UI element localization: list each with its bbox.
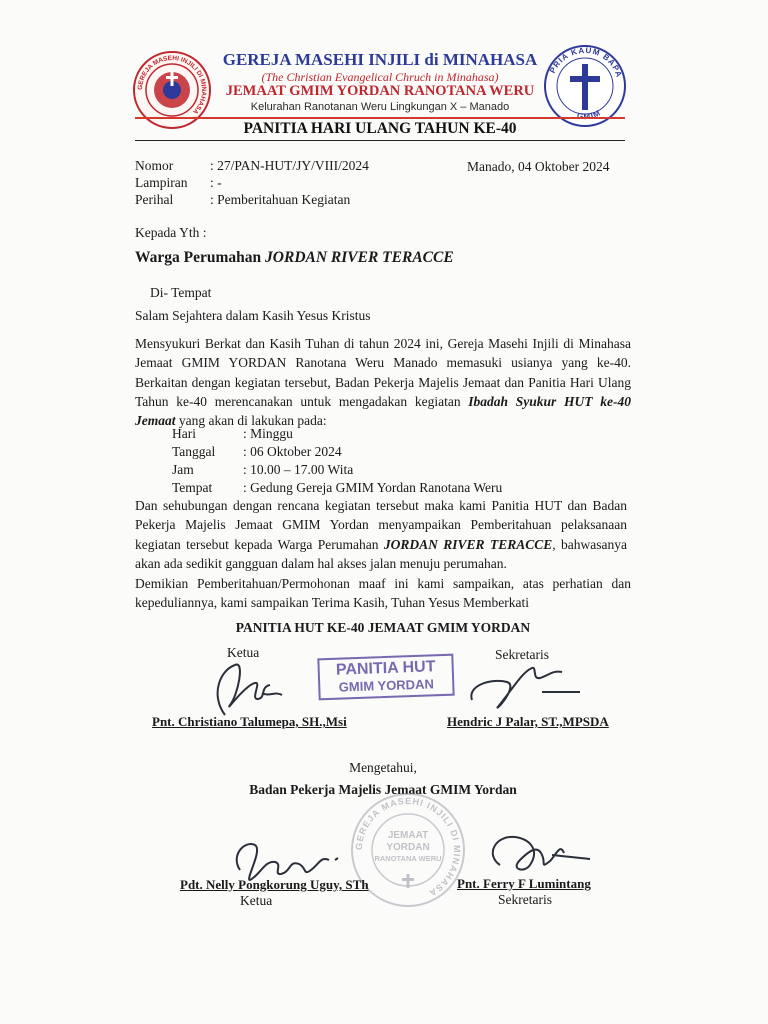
recipient-prefix: Warga Perumahan: [135, 249, 266, 266]
salam-greeting: Salam Sejahtera dalam Kasih Yesus Kristus: [135, 308, 371, 323]
committee-title: PANITIA HARI ULANG TAHUN KE-40: [243, 120, 517, 137]
schedule-label-jam: Jam: [172, 462, 194, 477]
seal2-line2: YORDAN: [386, 842, 430, 853]
mengetahui-label: Mengetahui,: [349, 760, 417, 775]
schedule-value-hari: : Minggu: [243, 426, 293, 441]
paragraph-closing: Demikian Pemberitahuan/Permohonan maaf ini kami sampaikan, atas perhatian dan kepeduliannya, kami sampaikan Terima Kasih, Tuhan Yesus Memberkati: [135, 576, 631, 611]
seal2-ring-text: GEREJA MASEHI INJILI DI MINAHASA: [353, 795, 463, 899]
perihal-label: Perihal: [135, 192, 174, 207]
para2-tail: , bahwasanya akan ada sedikit gangguan dalam hal akses jalan menuju perumahan.: [135, 536, 627, 571]
para1-emphasis: Ibadah Syukur HUT ke-40 Jemaat: [135, 393, 631, 429]
sign2-left-name: Pdt. Nelly Pongkorung Uguy, STh: [180, 877, 369, 892]
sign2-left-role: Ketua: [240, 893, 273, 908]
sign1-right-name: Hendric J Palar, ST.,MPSDA: [447, 714, 609, 729]
kepada-label: Kepada Yth :: [135, 225, 207, 240]
sign1-right-role: Sekretaris: [495, 647, 549, 662]
para2-text: Dan sehubungan dengan rencana kegiatan tersebut maka kami Panitia HUT dan Badan Pekerja Majelis Jemaat GMIM Yordan menyampaikan Pemberitahuan pelaksanaan kegiatan tersebut kepada Warga Perumahan: [135, 498, 627, 552]
seal2-line3: RANOTANA WERU: [374, 854, 442, 863]
signature-ketua-panitia: [200, 655, 300, 720]
signature-sekretaris-panitia: [462, 660, 592, 715]
bpmj-heading: Badan Pekerja Majelis Jemaat GMIM Yordan: [249, 782, 517, 797]
seal-ring-text: GEREJA MASEHI INJILI DI MINAHASA: [136, 54, 208, 116]
paragraph-notice: [135, 496, 627, 573]
stamp-line2: GMIM YORDAN: [338, 676, 435, 695]
seal2-line1: JEMAAT: [387, 830, 429, 841]
right-seal-bottom-text: GMIM: [576, 108, 603, 122]
panitia-stamp: [317, 654, 454, 701]
recipient-line: [135, 249, 454, 267]
schedule-label-tanggal: Tanggal: [172, 444, 216, 459]
nomor-value: : 27/PAN-HUT/JY/VIII/2024: [210, 158, 369, 173]
paragraph-intro: [135, 334, 631, 430]
stamp-line1: PANITIA HUT: [335, 658, 436, 679]
header-divider: [135, 117, 625, 119]
para2-emphasis: JORDAN RIVER TERACCE: [383, 536, 553, 552]
lampiran-label: Lampiran: [135, 175, 188, 190]
header-divider-2: [135, 140, 625, 141]
schedule-label-tempat: Tempat: [172, 480, 213, 495]
jemaat-name: JEMAAT GMIM YORDAN RANOTANA WERU: [225, 83, 535, 99]
schedule-value-tempat: : Gedung Gereja GMIM Yordan Ranotana Weru: [243, 480, 503, 495]
right-seal-top-text: PRIA KAUM BAPA: [547, 45, 624, 80]
nomor-label: Nomor: [135, 158, 174, 173]
place-date: Manado, 04 Oktober 2024: [467, 159, 610, 174]
perihal-value: : Pemberitahuan Kegiatan: [210, 192, 351, 207]
schedule-value-jam: : 10.00 – 17.00 Wita: [243, 462, 354, 477]
lampiran-value: : -: [210, 175, 222, 190]
sign2-right-role: Sekretaris: [498, 892, 552, 907]
recipient-name: JORDAN RIVER TERACCE: [265, 249, 454, 266]
org-address: Kelurahan Ranotanan Weru Lingkungan X – Manado: [250, 101, 510, 113]
panitia-heading: PANITIA HUT KE-40 JEMAAT GMIM YORDAN: [235, 620, 531, 635]
org-title: GEREJA MASEHI INJILI di MINAHASA: [222, 50, 538, 69]
para1-text: Mensyukuri Berkat dan Kasih Tuhan di tahun 2024 ini, Gereja Masehi Injili di Minahasa Jemaat GMIM YORDAN Ranotana Weru Manado memasuki usianya yang ke-40. Berkaitan dengan kegiatan tersebut, Badan Pekerja Majelis Jemaat dan Panitia Hari Ulang Tahun ke-40 merencanakan untuk mengadakan kegiatan: [135, 336, 631, 409]
para1-tail: yang akan di lakukan pada:: [175, 413, 327, 429]
schedule-value-tanggal: : 06 Oktober 2024: [243, 444, 342, 459]
sign2-right-name: Pnt. Ferry F Lumintang: [457, 876, 591, 891]
sign1-left-name: Pnt. Christiano Talumepa, SH.,Msi: [152, 714, 347, 729]
schedule-label-hari: Hari: [172, 426, 196, 441]
di-tempat: Di- Tempat: [150, 285, 212, 300]
org-subtitle: (The Christian Evangelical Chruch in Minahasa): [261, 70, 499, 84]
sign1-left-role: Ketua: [227, 645, 260, 660]
